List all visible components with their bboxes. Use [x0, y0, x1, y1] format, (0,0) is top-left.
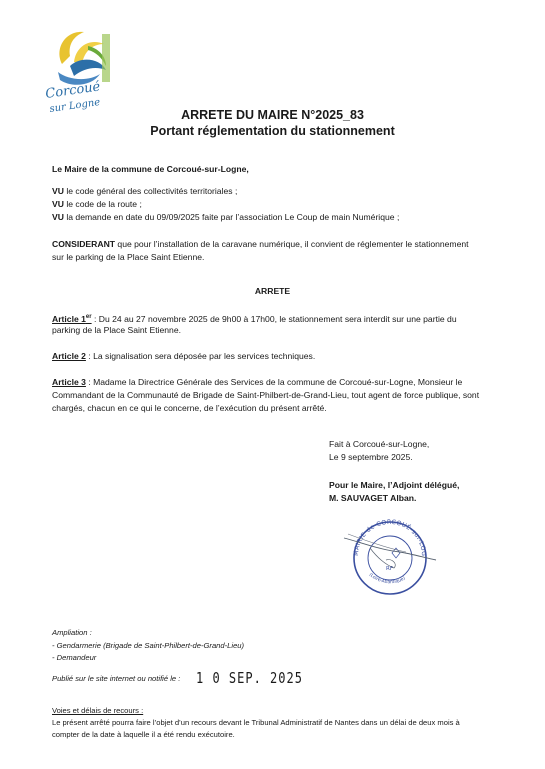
considerant-line-1: [52, 238, 469, 250]
vu-line-1: [52, 185, 237, 197]
article-2: [52, 350, 315, 362]
ampliation-item: - Demandeur: [52, 653, 97, 662]
published-label: Publié sur le site internet ou notifié le :: [52, 674, 181, 683]
mayor-intro: Le Maire de la commune de Corcoué-sur-Logne,: [52, 164, 249, 174]
ampliation-item: - Gendarmerie (Brigade de Saint-Philbert-de-Grand-Lieu): [52, 641, 245, 650]
signature-name: M. SAUVAGET Alban.: [329, 493, 417, 503]
vu-label: VU: [52, 199, 64, 209]
signature-place: Fait à Corcoué-sur-Logne,: [329, 439, 430, 449]
article-3-text: : Madame la Directrice Générale des Services de la commune de Corcoué-sur-Logne, Monsieur le: [85, 377, 463, 387]
considerant-label: CONSIDERANT: [52, 239, 116, 249]
article-1-line-2: parking de la Place Saint Etienne.: [52, 325, 181, 335]
logo-text-line2: sur Logne: [48, 96, 101, 115]
stamp-seal-graphic: [340, 508, 440, 598]
recours-line-2: compter de la date à laquelle il a été rendu exécutoire.: [52, 730, 235, 739]
article-3-line-2: Commandant de la Communauté de Brigade de Saint-Philbert-de-Grand-Lieu, tout agent de force publique, sont: [52, 390, 480, 400]
article-1-line-1: [52, 311, 457, 325]
signature-date: Le 9 septembre 2025.: [329, 452, 413, 462]
vu-label: VU: [52, 212, 64, 222]
svg-text:RF: RF: [386, 566, 393, 572]
article-3-line-3: chargés, chacun en ce qui le concerne, de l’exécution du présent arrêté.: [52, 403, 327, 413]
vu-label: VU: [52, 186, 64, 196]
considerant-text: que pour l’installation de la caravane numérique, il convient de réglementer le stationnement: [115, 239, 469, 249]
recours-line-1: Le présent arrêté pourra faire l’objet d’un recours devant le Tribunal Administratif de Nantes dans un délai de deux mois à: [52, 718, 460, 727]
vu-line-3: [52, 211, 399, 223]
article-3-label: Article 3: [52, 377, 86, 387]
published-date-stamp: 1 0 SEP. 2025: [196, 669, 303, 687]
vu-line-2: [52, 198, 142, 210]
municipal-logo: [44, 26, 124, 116]
official-stamp: [340, 508, 440, 598]
article-2-label: Article 2: [52, 351, 86, 361]
signature-role: Pour le Maire, l’Adjoint délégué,: [329, 480, 460, 490]
vu-text: le code général des collectivités territoriales ;: [63, 186, 238, 196]
article-1-text: : Du 24 au 27 novembre 2025 de 9h00 à 17h00, le stationnement sera interdit sur une partie du: [91, 313, 457, 324]
article-1-label: Article 1er: [52, 313, 92, 324]
decree-title: ARRETE DU MAIRE N°2025_83: [181, 108, 364, 122]
logo-text-line1: Corcoué: [44, 79, 102, 102]
arrete-heading: ARRETE: [254, 286, 291, 296]
logo-graphic: [44, 26, 124, 116]
ampliation-label: Ampliation :: [52, 628, 92, 637]
article-2-text: : La signalisation sera déposée par les services techniques.: [85, 351, 316, 361]
article-3-line-1: [52, 376, 494, 388]
recours-label: Voies et délais de recours :: [52, 706, 144, 715]
considerant-line-2: sur le parking de la Place Saint Etienne.: [52, 252, 205, 262]
decree-subtitle: Portant réglementation du stationnement: [150, 124, 395, 138]
vu-text: la demande en date du 09/09/2025 faite par l’association Le Coup de main Numérique ;: [63, 212, 400, 222]
svg-text:(Loire-Atlantique): (Loire-Atlantique): [367, 572, 407, 586]
vu-text: le code de la route ;: [63, 199, 142, 209]
svg-text:MAIRIE de CORCOUÉ-sur-LOGNE: MAIRIE de CORCOUÉ-sur-LOG: [352, 518, 428, 557]
